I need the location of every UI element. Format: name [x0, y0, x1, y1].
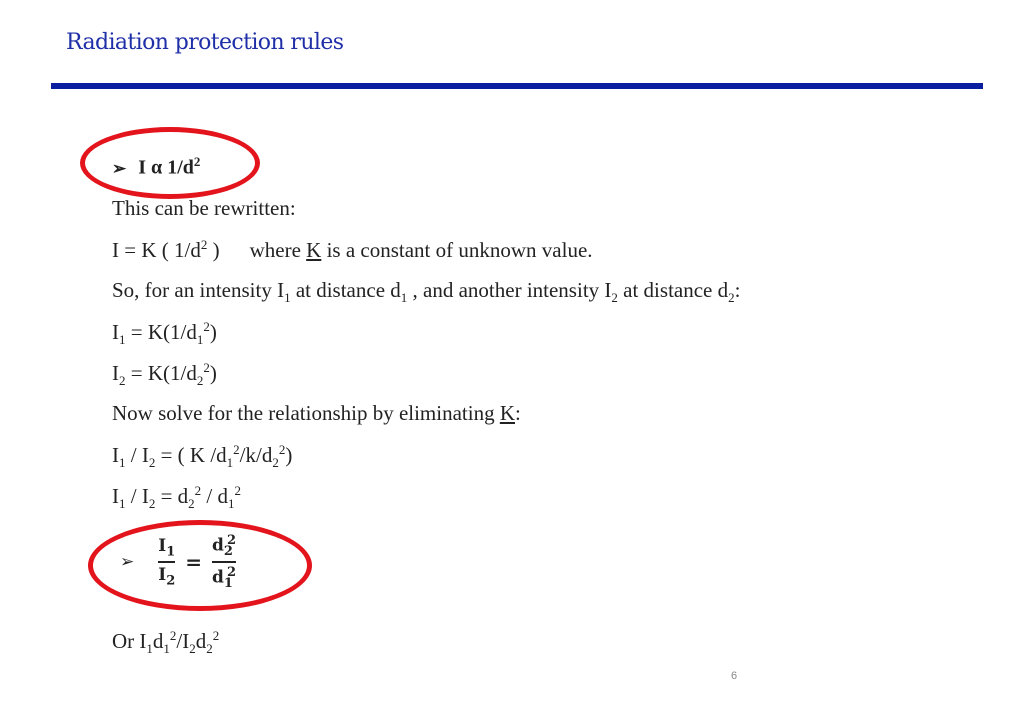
proportion-bullet: ➢ I α $1/d^2$ — [112, 154, 201, 179]
equation-i2: $I_2 = K(1/d_2^2)$ — [112, 360, 217, 389]
text-line-rewritten: This can be rewritten: — [112, 196, 296, 220]
page-number: 6 — [731, 670, 738, 682]
equation-ratio-k: $I_1 / I_2$ = ( K $/d_1^2/k/d_2^2$) — [112, 442, 293, 471]
equation-ratio-d: $I_1 / I_2 = d_2^2 / d_1^2$ — [112, 483, 242, 512]
fraction-intensity: $\frac{I_1}{I_2}$ — [158, 535, 176, 589]
text-line-constant: I = K ( $1/d^2$ ) where K is a constant of unknown value. — [112, 237, 593, 262]
equation-alternative: Or $I_1d_1^2/I_2d_2^2$ — [112, 628, 220, 657]
text-line-intensities: So, for an intensity $I_1$ at distance $d_1$ , and another intensity $I_2$ at distance $d_2$: — [112, 278, 741, 306]
slide-title: Radiation protection rules — [66, 30, 344, 55]
arrow-bullet-icon: ➢ — [112, 158, 127, 178]
inverse-square-formula: ➢ $\frac{I_1}{I_2}$ = $\frac{d_2^2}{d_1^2}$ — [120, 532, 236, 592]
fraction-distance: $\frac{d_2^2}{d_1^2}$ — [212, 532, 236, 592]
text-line-eliminate: Now solve for the relationship by eliminating K: — [112, 401, 521, 425]
title-underline — [51, 83, 983, 89]
arrow-bullet-icon: ➢ — [120, 552, 135, 571]
equation-i1: $I_1 = K(1/d_1^2)$ — [112, 319, 217, 348]
